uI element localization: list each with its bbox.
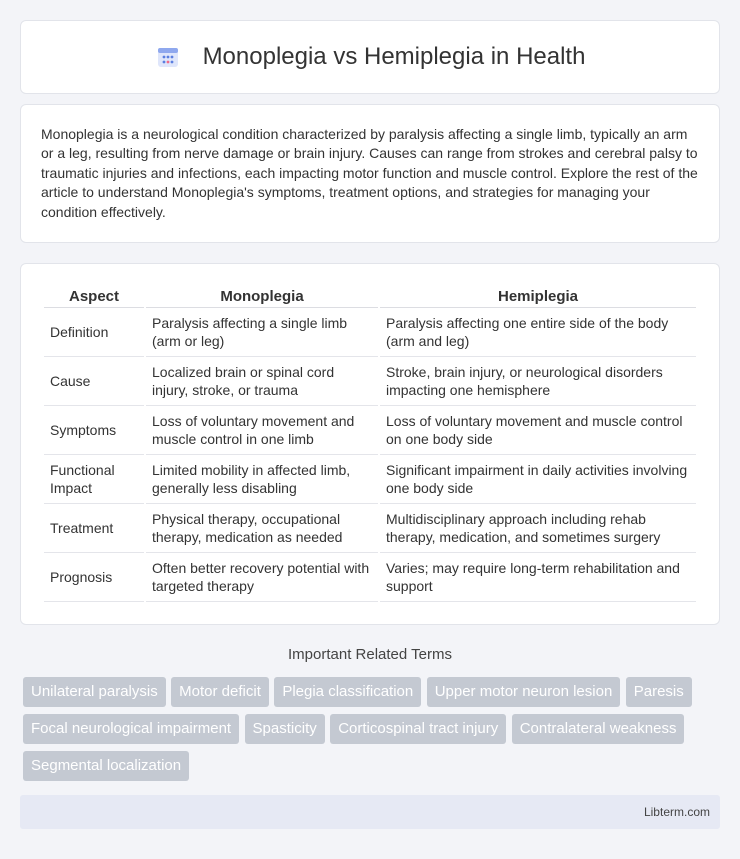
table-row xyxy=(44,504,696,553)
table-row xyxy=(44,308,696,357)
table-header-row xyxy=(44,284,696,308)
header-card xyxy=(20,20,720,94)
table-cell-hemiplegia: Multidisciplinary approach including rehab therapy, medication, and sometimes surgery xyxy=(380,504,696,553)
related-term-tag[interactable]: Paresis xyxy=(626,677,692,707)
footer xyxy=(20,795,720,829)
table-cell-hemiplegia: Significant impairment in daily activities involving one body side xyxy=(380,455,696,504)
table-row xyxy=(44,406,696,455)
footer-site-link[interactable]: Libterm.com xyxy=(643,805,710,819)
page-title: Monoplegia vs Hemiplegia in Health xyxy=(202,43,586,70)
table-cell-monoplegia: Physical therapy, occupational therapy, medication as needed xyxy=(146,504,378,553)
comparison-table-card xyxy=(20,263,720,625)
table-cell-hemiplegia: Stroke, brain injury, or neurological disorders impacting one hemisphere xyxy=(380,357,696,406)
related-term-tag[interactable]: Focal neurological impairment xyxy=(23,714,239,744)
related-term-tag[interactable]: Plegia classification xyxy=(274,677,421,707)
related-term-tag[interactable]: Unilateral paralysis xyxy=(23,677,166,707)
calendar-grid-icon xyxy=(155,44,181,70)
table-cell-aspect: Functional Impact xyxy=(44,455,144,504)
table-cell-aspect: Symptoms xyxy=(44,406,144,455)
table-cell-monoplegia: Loss of voluntary movement and muscle control in one limb xyxy=(146,406,378,455)
related-terms-heading: Important Related Terms xyxy=(288,646,452,663)
intro-paragraph: Monoplegia is a neurological condition characterized by paralysis affecting a single limb, typically an arm or a leg, resulting from nerve damage or brain injury. Causes can range from strokes and cerebral palsy to traumatic injuries and infections, each impacting motor function and muscle control. Explore the rest of the article to understand Monoplegia's symptoms, treatment options, and strategies for managing your condition effectively. xyxy=(41,126,698,220)
related-term-tag[interactable]: Segmental localization xyxy=(23,751,189,781)
column-header-hemiplegia: Hemiplegia xyxy=(380,284,696,308)
related-term-tag[interactable]: Upper motor neuron lesion xyxy=(427,677,621,707)
table-cell-monoplegia: Localized brain or spinal cord injury, stroke, or trauma xyxy=(146,357,378,406)
table-cell-hemiplegia: Paralysis affecting one entire side of the body (arm and leg) xyxy=(380,308,696,357)
table-cell-aspect: Prognosis xyxy=(44,553,144,602)
column-header-monoplegia: Monoplegia xyxy=(146,284,378,308)
related-term-tag[interactable]: Contralateral weakness xyxy=(512,714,685,744)
table-row xyxy=(44,553,696,602)
table-row xyxy=(44,455,696,504)
related-term-tag[interactable]: Corticospinal tract injury xyxy=(330,714,506,744)
table-cell-aspect: Definition xyxy=(44,308,144,357)
intro-card xyxy=(20,104,720,243)
table-cell-aspect: Treatment xyxy=(44,504,144,553)
comparison-table xyxy=(42,284,698,602)
table-row xyxy=(44,357,696,406)
related-terms-list xyxy=(23,677,723,788)
table-cell-monoplegia: Paralysis affecting a single limb (arm or leg) xyxy=(146,308,378,357)
table-cell-hemiplegia: Varies; may require long-term rehabilitation and support xyxy=(380,553,696,602)
related-term-tag[interactable]: Motor deficit xyxy=(171,677,269,707)
related-term-tag[interactable]: Spasticity xyxy=(245,714,325,744)
table-cell-aspect: Cause xyxy=(44,357,144,406)
table-cell-monoplegia: Limited mobility in affected limb, generally less disabling xyxy=(146,455,378,504)
table-cell-monoplegia: Often better recovery potential with targeted therapy xyxy=(146,553,378,602)
table-cell-hemiplegia: Loss of voluntary movement and muscle control on one body side xyxy=(380,406,696,455)
column-header-aspect: Aspect xyxy=(44,284,144,308)
